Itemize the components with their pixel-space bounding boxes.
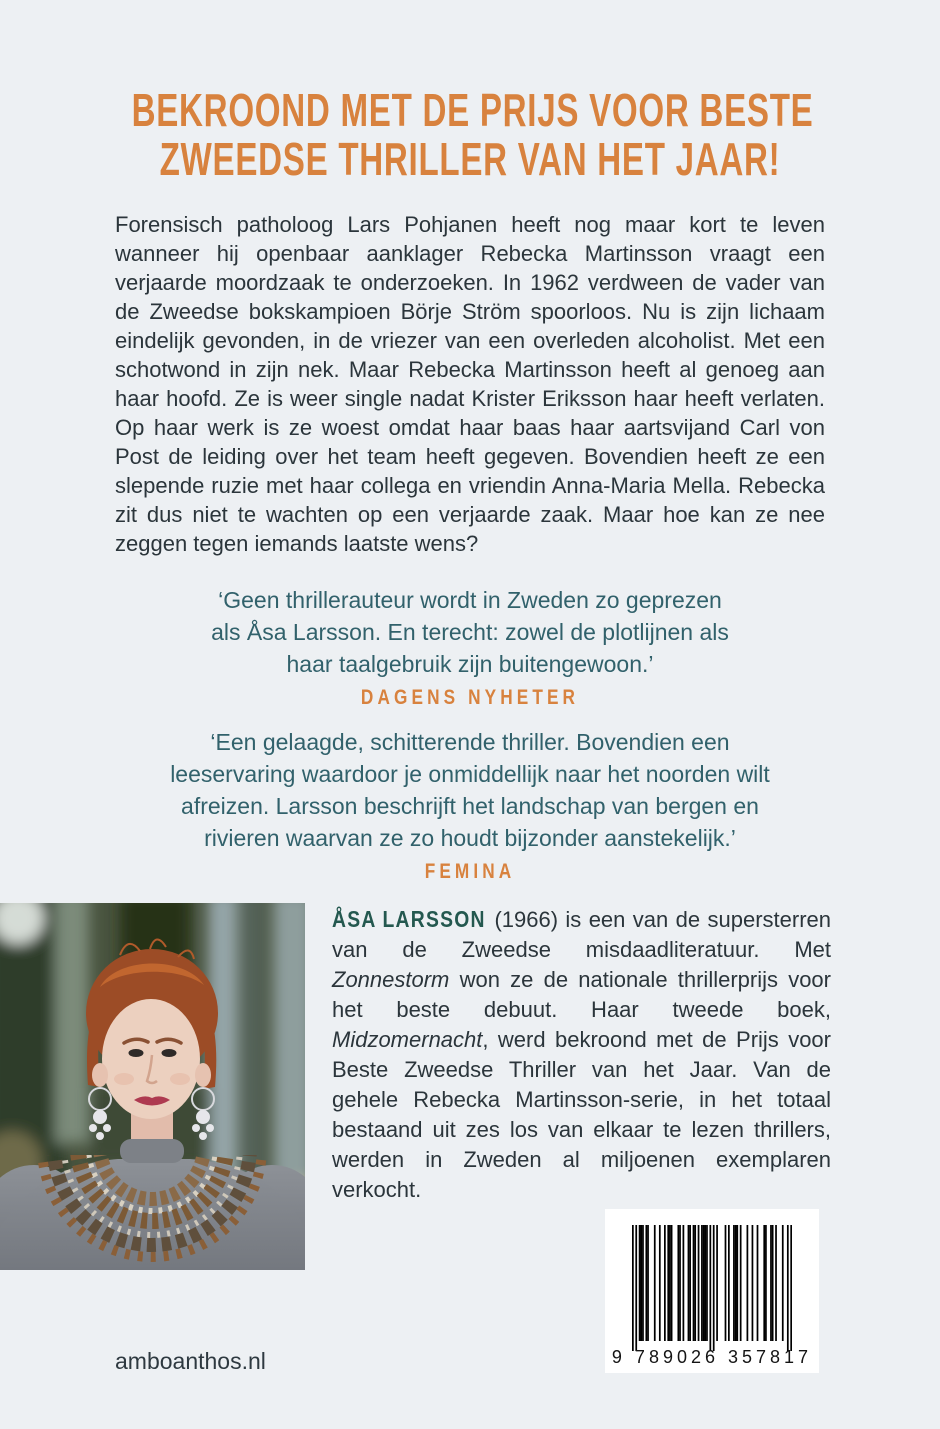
review-quote-dagens-nyheter bbox=[130, 584, 810, 710]
award-heading bbox=[0, 86, 940, 184]
author-photo-graphic bbox=[0, 903, 305, 1270]
award-heading-line2: ZWEEDSE THRILLER VAN HET JAAR! bbox=[159, 133, 781, 185]
book-title-zonnestorm: Zonnestorm bbox=[332, 967, 450, 992]
quote-line: afreizen. Larsson beschrijft het landschap van bergen en bbox=[181, 793, 759, 819]
quote-line: rivieren waarvan ze zo houdt bijzonder aanstekelijk.’ bbox=[204, 825, 736, 851]
barcode bbox=[605, 1209, 819, 1373]
quote-line: haar taalgebruik zijn buitengewoon.’ bbox=[286, 651, 654, 677]
author-photo bbox=[0, 903, 305, 1270]
quote-line: leeservaring waardoor je onmiddellijk naar het noorden wilt bbox=[170, 761, 770, 787]
publisher-url: amboanthos.nl bbox=[115, 1348, 266, 1374]
synopsis-text: Forensisch patholoog Lars Pohjanen heeft nog maar kort te leven wanneer hij openbaar aanklager Rebecka Martinsson vraagt een verjaarde moordzaak te onderzoeken. In 1962 verdween de vader van de Zweedse bokskampioen Börje Ström spoorloos. Nu is zijn lichaam eindelijk gevonden, in de vriezer van een overleden alcoholist. Met een schotwond in zijn nek. Maar Rebecka Martinsson heeft al genoeg aan haar hoofd. Ze is weer single nadat Krister Eriksson haar heeft verlaten. Op haar werk is ze woest omdat haar baas haar aartsvijand Carl von Post de leiding over het team heeft gegeven. Bovendien heeft ze een slepende ruzie met haar collega en vriendin Anna-Maria Mella. Rebecka zit dus niet te wachten op een verjaarde zaak. Maar hoe kan ze nee zeggen tegen iemands laatste wens? bbox=[115, 212, 825, 556]
author-bio bbox=[332, 904, 831, 1205]
book-title-midzomernacht: Midzomernacht bbox=[332, 1027, 483, 1052]
quote-line: ‘Geen thrillerauteur wordt in Zweden zo geprezen bbox=[218, 587, 722, 613]
award-heading-line1: BEKROOND MET DE PRIJS VOOR BESTE bbox=[131, 84, 814, 136]
author-name: ÅSA LARSSON bbox=[332, 906, 486, 932]
bio-text-segment: , werd bekroond met de Prijs voor Beste Zweedse Thriller van het Jaar. Van de gehele Rebecka Martinsson-serie, in het totaal bestaand uit zes los van elkaar te lezen thrillers, werden in Zweden al miljoenen exemplaren verkocht. bbox=[332, 1027, 831, 1202]
quote-line: als Åsa Larsson. En terecht: zowel de plotlijnen als bbox=[211, 619, 729, 645]
barcode-bars bbox=[632, 1225, 792, 1351]
bio-text-segment: won ze de nationale thrillerprijs voor het beste debuut. Haar tweede boek, bbox=[332, 967, 831, 1022]
quote-line: ‘Een gelaagde, schitterende thriller. Bovendien een bbox=[210, 729, 730, 755]
bio-text-segment: (1966) is een van de supersterren van de Zweedse misdaadliteratuur. Met bbox=[332, 907, 831, 962]
quote-source: FEMINA bbox=[424, 860, 516, 883]
quote-source: DAGENS NYHETER bbox=[360, 686, 580, 709]
barcode-number: 9 789026 357817 bbox=[611, 1347, 813, 1367]
review-quote-femina bbox=[130, 726, 810, 884]
